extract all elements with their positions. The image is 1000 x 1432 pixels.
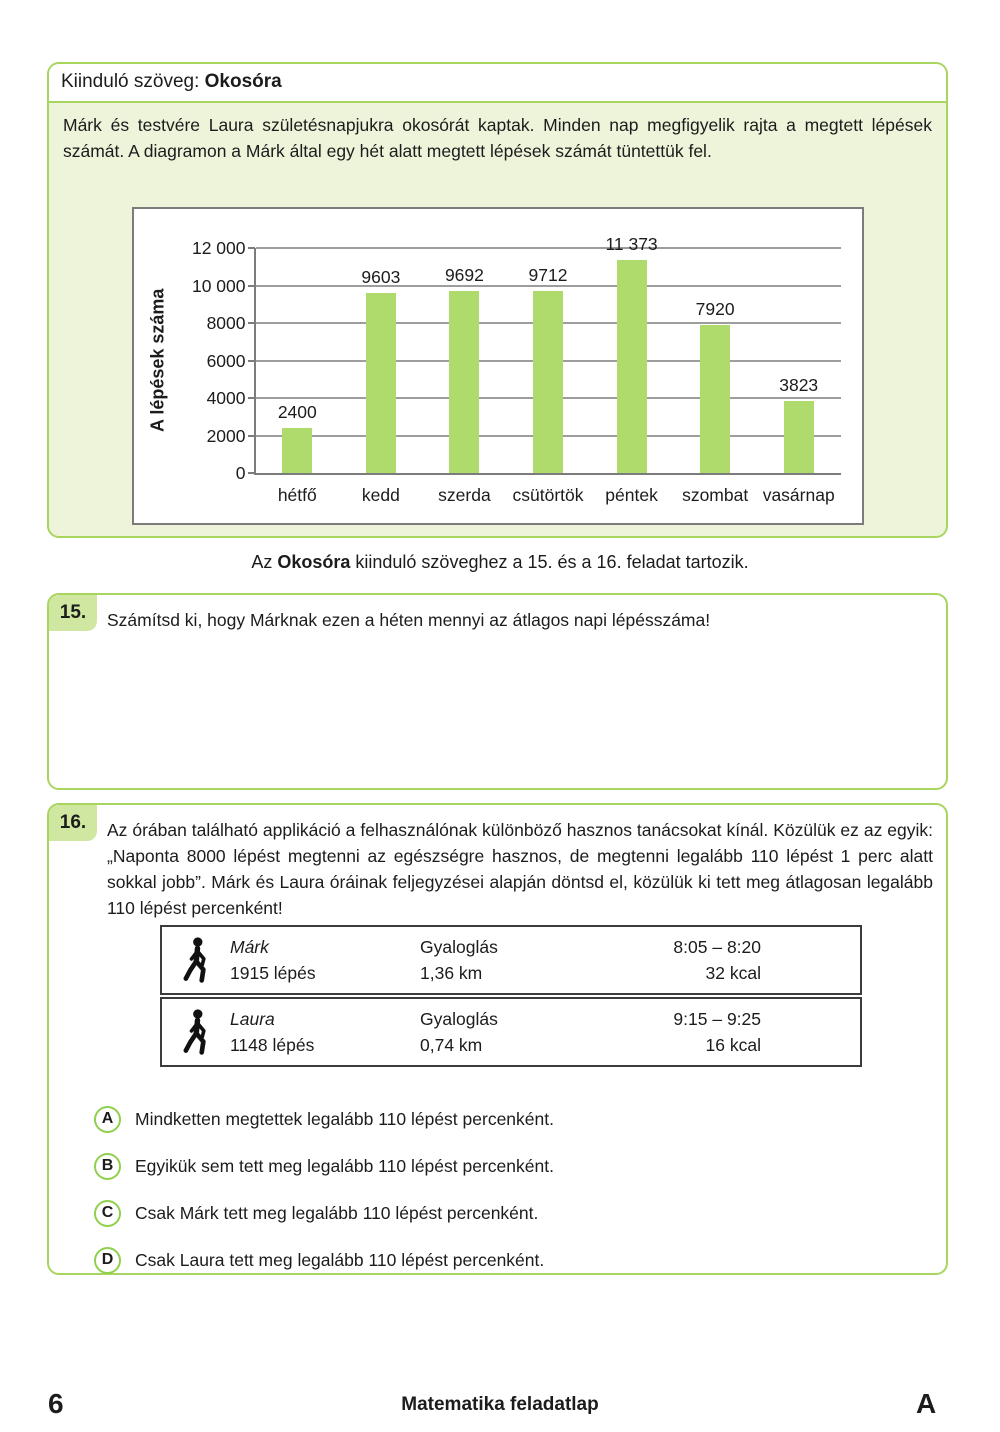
source-text-paragraph: Márk és testvére Laura születésnapjukra okosórát kaptak. Minden nap megfigyelik rajta a megtett lépések számát. A diagramon a Márk által egy hét alatt megtett lépések számát tüntettük fel.	[63, 115, 932, 161]
bar	[282, 428, 312, 473]
footer-booklet-letter: A	[916, 1388, 937, 1419]
option-letter-badge: A	[94, 1106, 121, 1133]
steps-bar-chart	[132, 207, 864, 525]
source-text-title-prefix: Kiinduló szöveg:	[61, 71, 205, 92]
y-tick-label: 4000	[206, 388, 246, 408]
task-15-number-badge: 15.	[49, 595, 97, 631]
cell-activity	[420, 934, 605, 986]
person-name: Márk	[230, 937, 269, 957]
x-tick-label: csütörtök	[512, 485, 584, 505]
activity-type: Gyaloglás	[420, 937, 498, 957]
bar	[449, 291, 479, 473]
chart-gridline	[256, 247, 841, 249]
y-tick-label: 2000	[206, 425, 246, 446]
task-16-number-badge: 16.	[49, 805, 97, 841]
cell-time-energy	[605, 934, 761, 986]
person-name: Laura	[230, 1009, 275, 1029]
bar-value-label: 3823	[779, 375, 819, 396]
activity-table	[160, 925, 862, 1067]
activity-energy: 32 kcal	[705, 963, 761, 983]
answer-option-C	[94, 1199, 538, 1227]
task-15-box	[47, 593, 948, 790]
activity-energy: 16 kcal	[705, 1035, 761, 1055]
bar	[700, 325, 730, 474]
person-steps: 1915 lépés	[230, 963, 316, 983]
source-text-body	[49, 112, 946, 525]
y-tick-label: 10 000	[191, 275, 246, 296]
x-tick-label: vasárnap	[762, 485, 835, 505]
x-tick-label: szombat	[682, 485, 749, 505]
table-row	[160, 997, 862, 1067]
answer-option-D	[94, 1246, 544, 1274]
cell-time-energy	[605, 1006, 761, 1058]
bridge-suffix: kiinduló szöveghez a 15. és a 16. feladat tartozik.	[350, 552, 749, 572]
task-16-box	[47, 803, 948, 1275]
cell-person	[230, 934, 420, 986]
option-label: Csak Márk tett meg legalább 110 lépést percenként.	[135, 1202, 539, 1223]
bar	[533, 291, 563, 473]
footer-page-number: 6	[48, 1388, 64, 1419]
option-label: Egyikük sem tett meg legalább 110 lépést percenként.	[135, 1155, 554, 1176]
task-15-question: Számítsd ki, hogy Márknak ezen a héten mennyi az átlagos napi lépésszáma!	[107, 610, 711, 630]
y-tick-label: 8000	[206, 313, 246, 333]
bar	[784, 401, 814, 473]
option-letter-badge: B	[94, 1153, 121, 1180]
cell-activity	[420, 1006, 605, 1058]
bar-value-label: 7920	[695, 298, 735, 319]
bar	[617, 260, 647, 473]
option-label: Mindketten megtettek legalább 110 lépést percenként.	[135, 1108, 554, 1129]
cell-person	[230, 1006, 420, 1058]
person-steps: 1148 lépés	[230, 1035, 315, 1055]
activity-time: 9:15 – 9:25	[673, 1009, 761, 1029]
activity-distance: 1,36 km	[420, 963, 483, 983]
chart-y-axis-label: A lépések száma	[147, 288, 167, 433]
walking-person-icon	[162, 1007, 230, 1057]
y-tick-label: 12 000	[191, 238, 246, 258]
x-tick-label: hétfő	[277, 485, 317, 505]
option-letter-badge: C	[94, 1200, 121, 1227]
option-label: Csak Laura tett meg legalább 110 lépést percenként.	[135, 1249, 545, 1270]
bar-value-label: 2400	[277, 402, 317, 422]
x-tick-label: szerda	[438, 485, 491, 505]
option-letter-badge: D	[94, 1247, 121, 1274]
y-tick-label: 6000	[206, 350, 246, 371]
source-text-panel	[47, 62, 948, 538]
table-row	[160, 925, 862, 995]
y-tick-label: 0	[235, 463, 246, 483]
source-text-title	[49, 64, 946, 103]
activity-time: 8:05 – 8:20	[673, 937, 761, 957]
x-tick-label: péntek	[605, 485, 658, 505]
source-text-title-keyword: Okosóra	[204, 71, 282, 92]
activity-distance: 0,74 km	[420, 1035, 483, 1055]
bar-value-label: 9692	[444, 265, 484, 286]
bar-value-label: 9603	[361, 266, 401, 287]
bridge-sentence	[0, 552, 1000, 573]
bridge-keyword: Okosóra	[277, 552, 351, 572]
activity-type: Gyaloglás	[420, 1009, 498, 1029]
bar-value-label: 9712	[528, 264, 568, 285]
task-16-question: Az órában található applikáció a felhasználónak különböző hasznos tanácsokat kínál. Közülük ez az egyik: „Naponta 8000 lépést megtenni az egészségre hasznos, de megtenni legalább 110 lépést 1 perc alatt sokkal jobb”. Márk és Laura óráinak feljegyzései alapján döntsd el, közülük ki tett meg átlagosan legalább 110 lépést percenként!	[107, 820, 933, 918]
answer-option-B	[94, 1152, 554, 1180]
footer-title: Matematika feladatlap	[401, 1394, 599, 1415]
bar-value-label: 11 373	[605, 233, 658, 254]
x-tick-label: kedd	[361, 485, 400, 505]
chart-plot-area	[254, 233, 841, 475]
walking-person-icon	[162, 935, 230, 985]
bridge-prefix: Az	[251, 552, 278, 572]
bar	[366, 293, 396, 473]
answer-option-A	[94, 1105, 554, 1133]
